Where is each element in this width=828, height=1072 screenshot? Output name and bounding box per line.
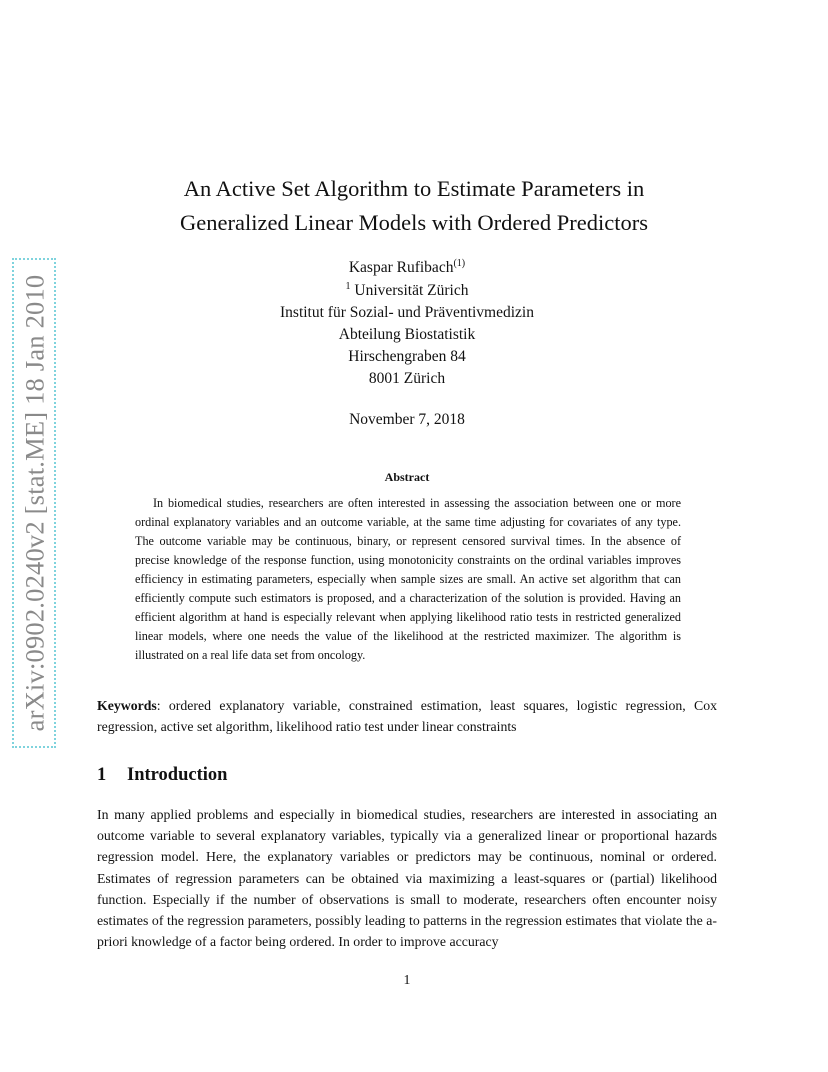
affiliation-university-line xyxy=(0,281,814,301)
abstract-text: In biomedical studies, researchers are often interested in assessing the association between one or more ordinal explanatory variables and an outcome variable, at the same time adjusting for covariates of any type. The outcome variable may be continuous, binary, or represent censored survival times. In the absence of precise knowledge of the response function, using monotonicity constraints on the ordinal variables improves efficiency in estimating parameters, especially when sample sizes are small. An active set algorithm that can efficiently compute such estimators is proposed, and a characterization of the solution is provided. Having an efficient algorithm at hand is especially relevant when applying likelihood ratio tests in restricted generalized linear models, where one needs the value of the likelihood at the restricted maximizer. The algorithm is illustrated on a real life data set from oncology. xyxy=(135,496,681,662)
keywords-label: Keywords xyxy=(97,698,157,713)
page-number: 1 xyxy=(403,972,411,987)
affiliation-institute: Institut für Sozial- und Präventivmedizin xyxy=(280,304,534,321)
arxiv-identifier: arXiv:0902.0240v2 [stat.ME] 18 Jan 2010 xyxy=(19,274,50,732)
affiliation-street: Hirschengraben 84 xyxy=(348,348,466,365)
introduction-text: In many applied problems and especially in biomedical studies, researchers are interested in associating an outcome variable to several explanatory variables, typically via a generalized linear or proportional hazards regression model. Here, the explanatory variables or predictors may be continuous, nominal or ordered. Estimates of regression parameters can be obtained via maximizing a least-squares or (partial) likelihood function. Especially if the number of observations is small to moderate, researchers often encounter noisy estimates of the regression parameters, possibly leading to patterns in the regression estimates that violate the a-priori knowledge of a factor being ordered. In order to improve accuracy xyxy=(97,807,717,950)
author-marker: (1) xyxy=(453,258,466,269)
author-line xyxy=(0,258,814,278)
paper-date: November 7, 2018 xyxy=(349,411,465,428)
affiliation-university: Universität Zürich xyxy=(354,282,469,299)
keywords-paragraph xyxy=(97,695,717,737)
section-heading xyxy=(97,763,227,787)
paper-title-line-2: Generalized Linear Models with Ordered Predictors xyxy=(180,210,648,235)
abstract-heading: Abstract xyxy=(384,470,430,484)
section-number: 1 xyxy=(97,765,107,785)
paper-title-line-1: An Active Set Algorithm to Estimate Parameters in xyxy=(183,176,645,201)
affiliation-marker: 1 xyxy=(345,281,351,292)
author-name: Kaspar Rufibach xyxy=(348,259,454,276)
affiliation-department: Abteilung Biostatistik xyxy=(338,326,476,343)
section-title: Introduction xyxy=(127,765,228,785)
keywords-text: : ordered explanatory variable, constrained estimation, least squares, logistic regression, Cox regression, active set algorithm, likelihood ratio test under linear constraints xyxy=(97,698,717,734)
affiliation-city: 8001 Zürich xyxy=(368,370,446,387)
